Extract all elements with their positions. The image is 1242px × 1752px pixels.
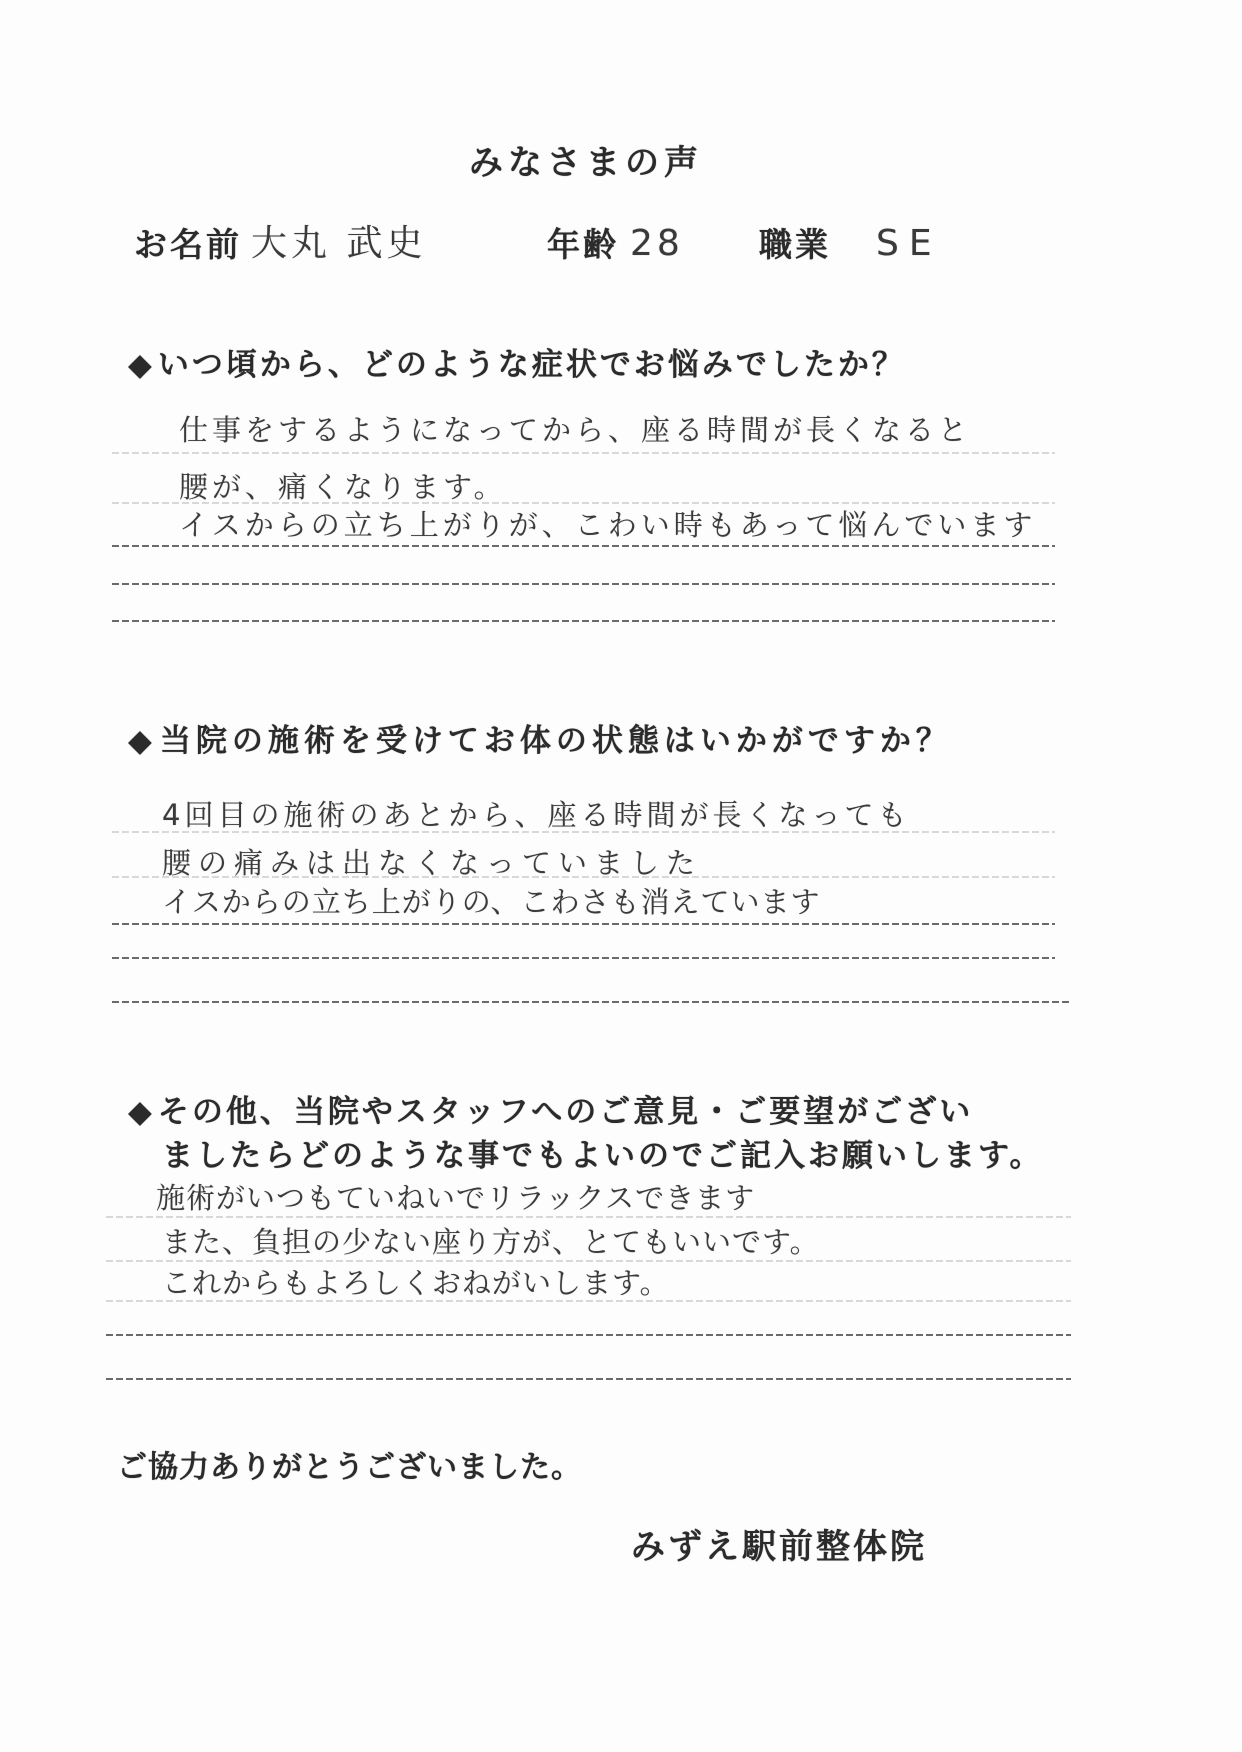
answer-line: これからもよろしくおねがいします。 — [162, 1266, 670, 1300]
answer-rule-line — [106, 1216, 1071, 1218]
age-label: 年齢 — [547, 225, 619, 264]
answer-rule-line — [112, 876, 1055, 878]
diamond-bullet-icon: ◆ — [128, 723, 157, 759]
occupation-value: SE — [876, 223, 942, 264]
question-heading — [128, 1094, 973, 1131]
clinic-name: みずえ駅前整体院 — [631, 1527, 927, 1567]
answer-line: イスからの立ち上がりの、こわさも消えています — [162, 885, 821, 919]
diamond-bullet-icon: ◆ — [128, 1094, 155, 1130]
answer-line: イスからの立ち上がりが、こわい時もあって悩んでいます — [179, 508, 1037, 542]
answer-line: 腰の痛みは出なくなっていました — [162, 846, 703, 880]
page-title: みなさまの声 — [469, 143, 703, 183]
question-heading-text: いつ頃から、どのような症状でお悩みでしたか？ — [157, 347, 906, 383]
answer-line: 仕事をするようになってから、座る時間が長くなると — [179, 413, 972, 447]
answer-line: 4回目の施術のあとから、座る時間が長くなっても — [162, 798, 911, 832]
name-value: 大丸 武史 — [251, 223, 427, 264]
question-heading-text: 当院の施術を受けてお体の状態はいかがですか？ — [159, 723, 952, 759]
answer-rule-line — [112, 583, 1055, 585]
answer-rule-line — [112, 545, 1055, 547]
answer-line: 腰が、痛くなります。 — [179, 470, 507, 504]
answer-rule-line — [112, 957, 1055, 959]
diamond-bullet-icon: ◆ — [128, 347, 155, 383]
answer-rule-line — [106, 1300, 1071, 1302]
question-heading-continued: ましたらどのような事でもよいのでご記入お願いします。 — [162, 1138, 1044, 1174]
answer-rule-line — [106, 1334, 1071, 1336]
answer-rule-line — [112, 831, 1055, 833]
answer-rule-line — [112, 502, 1055, 504]
answer-line: また、負担の少ない座り方が、とてもいいです。 — [162, 1225, 820, 1259]
answer-line: 施術がいつもていねいでリラックスできます — [156, 1181, 756, 1215]
thanks-message: ご協力ありがとうございました。 — [117, 1450, 582, 1485]
question-heading — [128, 347, 906, 384]
name-label: お名前 — [134, 225, 242, 264]
answer-rule-line — [112, 1001, 1070, 1003]
occupation-label: 職業 — [759, 225, 831, 264]
answer-rule-line — [106, 1378, 1071, 1380]
question-heading-text: その他、当院やスタッフへのご意見・ご要望がござい — [157, 1094, 974, 1130]
answer-rule-line — [112, 620, 1055, 622]
answer-rule-line — [106, 1260, 1071, 1262]
age-value: 28 — [630, 223, 684, 264]
answer-rule-line — [112, 452, 1055, 454]
question-heading — [128, 723, 952, 760]
answer-rule-line — [112, 923, 1055, 925]
